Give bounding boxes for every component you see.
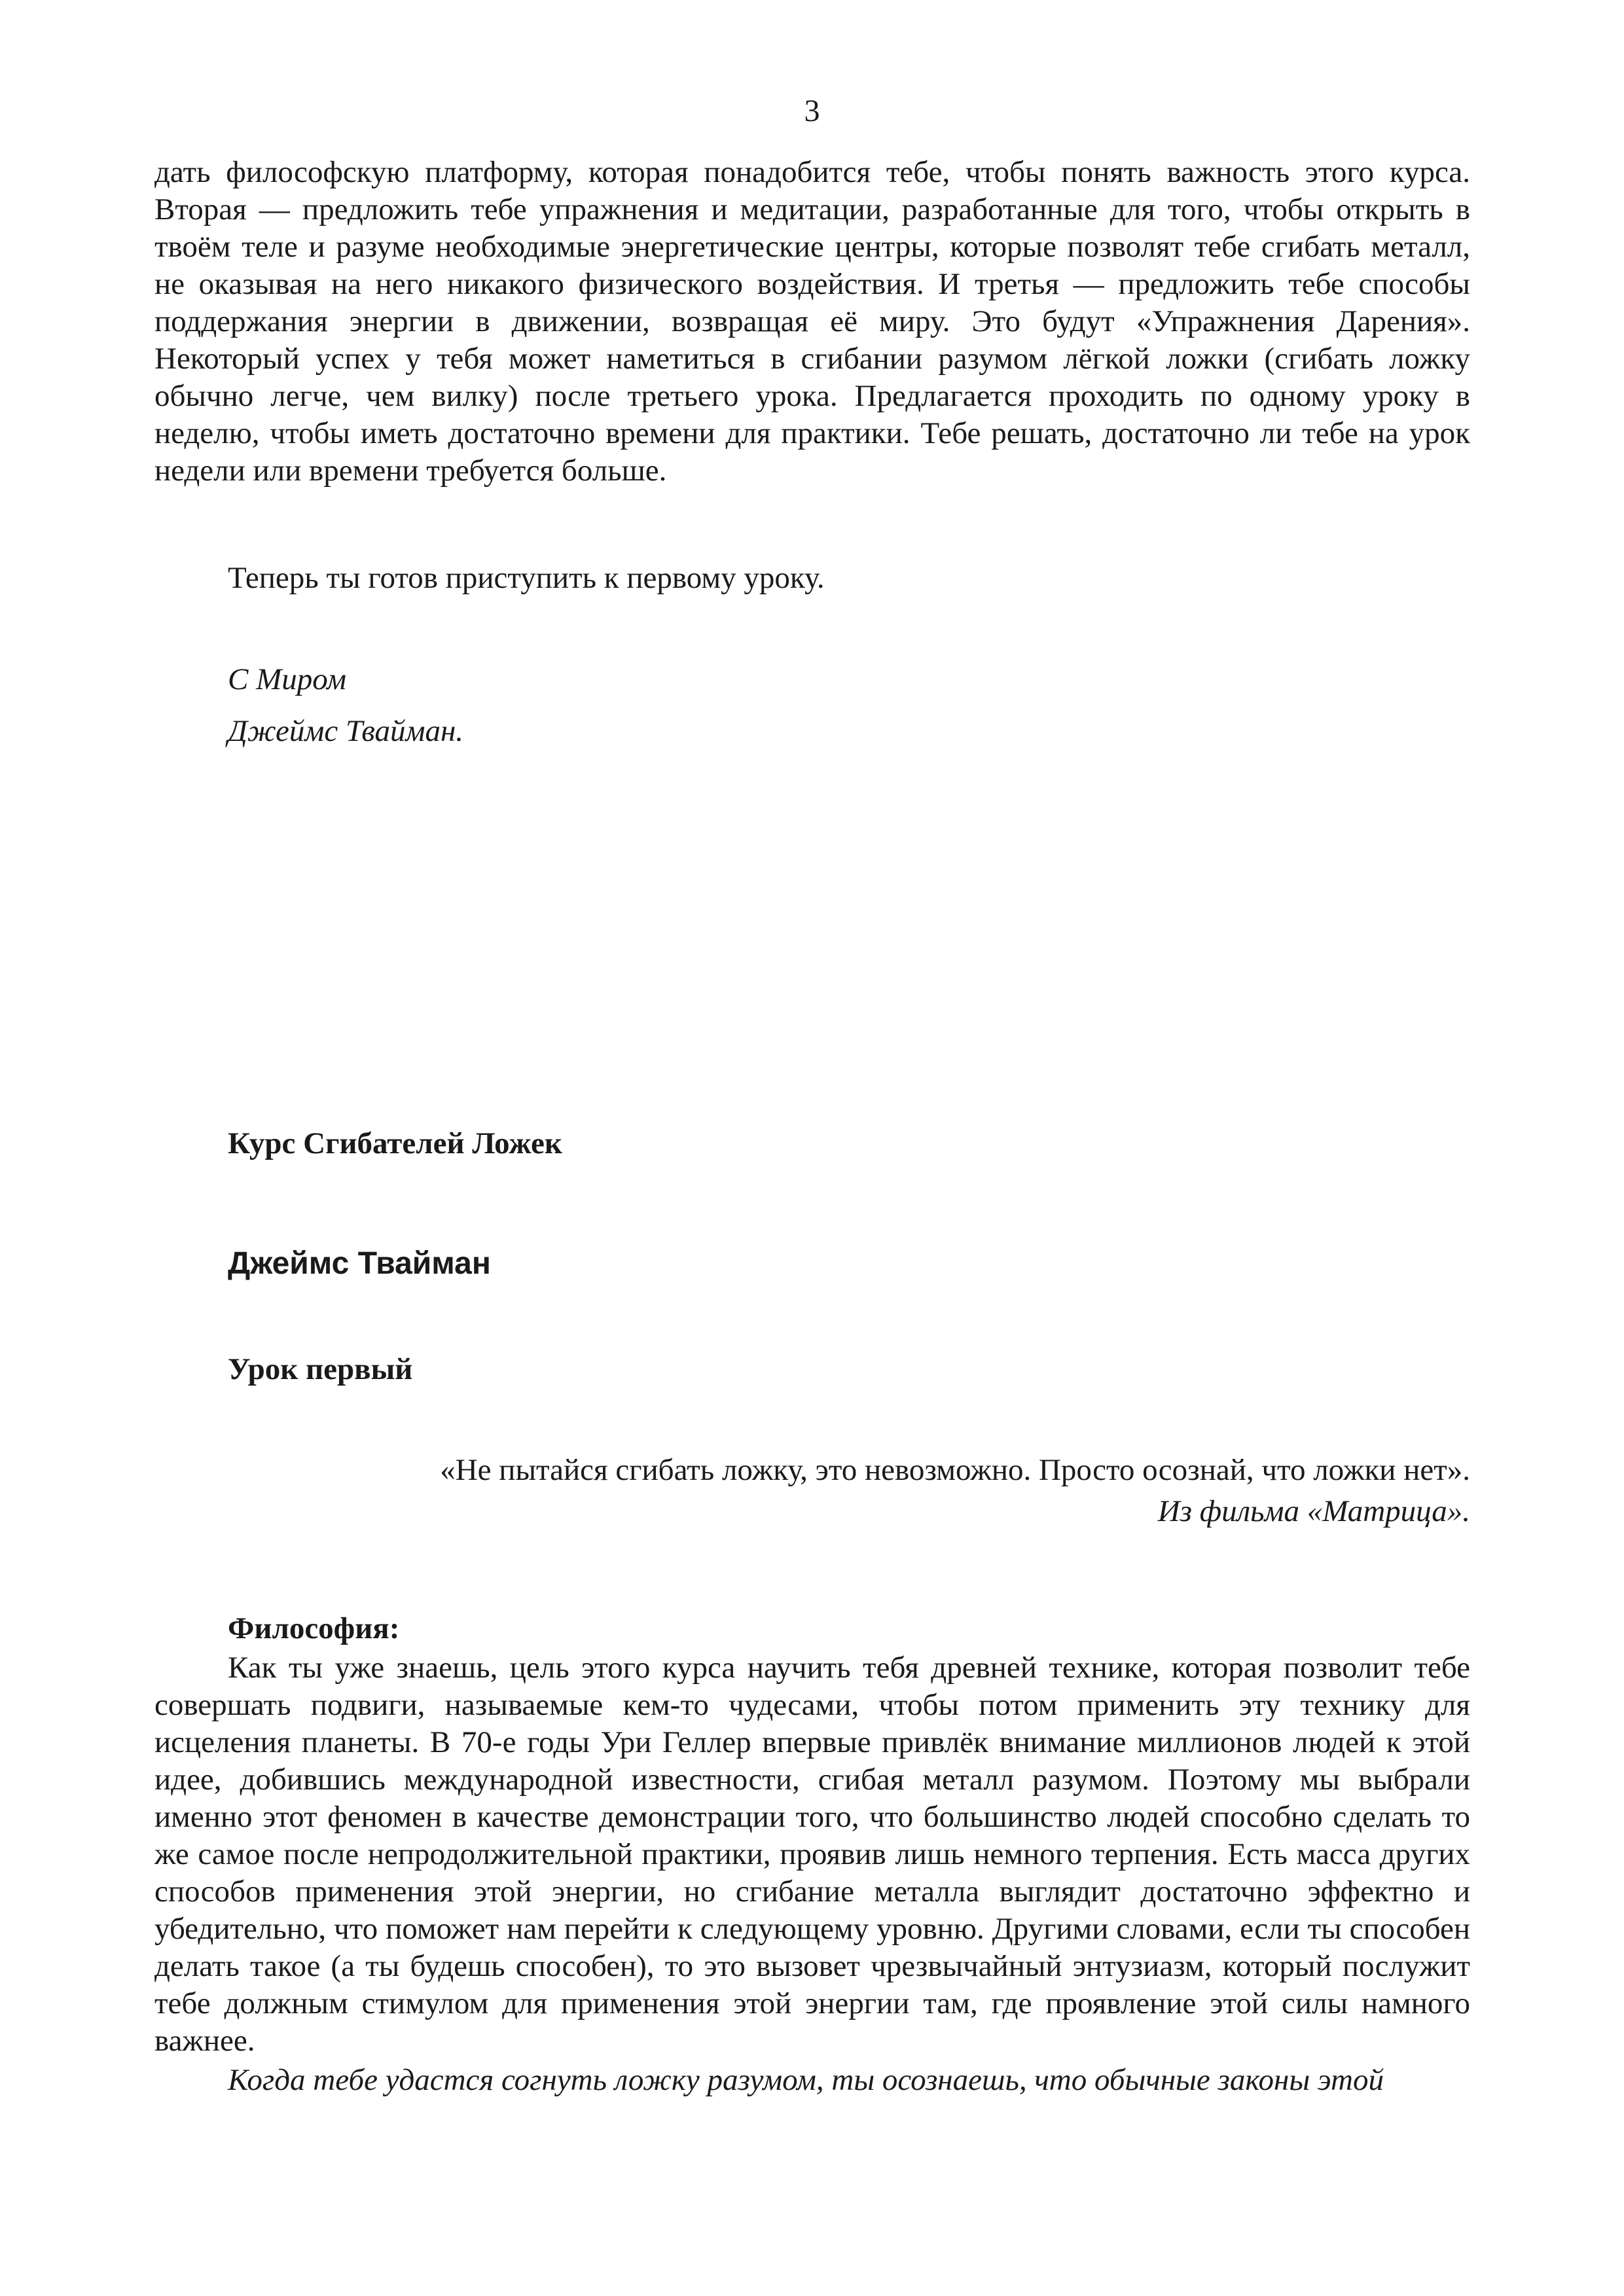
intro-paragraph: дать философскую платформу, которая понадобится тебе, чтобы понять важность этого курса. Вторая — предложить тебе упражнения и медитации, разработанные для того, чтобы открыть в твоём теле и разуме необходимые энергетические центры, которые позволят тебе сгибать металл, не оказывая на него никакого физического воздействия. И третья — предложить тебе способы поддержания энергии в движении, возвращая её миру. Это будут «Упражнения Дарения». Некоторый успех у тебя может наметиться в сгибании разумом лёгкой ложки (сгибать ложку обычно легче, чем вилку) после третьего урока. Предлагается проходить по одному уроку в неделю, чтобы иметь достаточно времени для практики. Тебе решать, достаточно ли тебе на урок недели или времени требуется больше. bbox=[154, 155, 1470, 488]
signature-author: Джеймс Твайман. bbox=[228, 714, 464, 748]
page-number: 3 bbox=[804, 94, 820, 128]
intro-section bbox=[154, 154, 1470, 490]
signature-closing: С Миром bbox=[228, 662, 346, 696]
course-author: Джеймс Твайман bbox=[228, 1246, 491, 1281]
course-author-wrap bbox=[154, 1245, 1470, 1282]
signature-block bbox=[154, 661, 1470, 750]
ready-line-wrap bbox=[154, 560, 1470, 597]
epigraph-source: Из фильма «Матрица». bbox=[1157, 1494, 1470, 1528]
philosophy-heading: Философия: bbox=[228, 1611, 400, 1645]
philosophy-paragraph: Как ты уже знаешь, цель этого курса научить тебя древней технике, которая позволит тебе совершать подвиги, называемые кем-то чудесами, чтобы потом применить эту технику для исцеления планеты. В 70-е годы Ури Геллер впервые привлёк внимание миллионов людей к этой идее, добившись международной известности, сгибая металл разумом. Поэтому мы выбрали именно этот феномен в качестве демонстрации того, что большинство людей способно сделать то же самое после непродолжительной практики, проявив лишь немного терпения. Есть масса других способов применения этой энергии, но сгибание металла выглядит достаточно эффектно и убедительно, что поможет нам перейти к следующему уровню. Другими словами, если ты способен делать такое (а ты будешь способен), то это вызовет чрезвычайный энтузиазм, который послужит тебе должным стимулом для применения этой энергии там, где проявление этой силы намного важнее. bbox=[154, 1651, 1470, 2058]
philosophy-section bbox=[154, 1610, 1470, 2099]
epigraph bbox=[154, 1452, 1470, 1530]
lesson-title-wrap bbox=[154, 1351, 1470, 1388]
course-title-wrap bbox=[154, 1125, 1470, 1162]
epigraph-quote: «Не пытайся сгибать ложку, это невозможно. Просто осознай, что ложки нет». bbox=[440, 1453, 1470, 1487]
ready-line: Теперь ты готов приступить к первому уроку. bbox=[228, 561, 825, 595]
philosophy-closing-italic: Когда тебе удастся согнуть ложку разумом, ты осознаешь, что обычные законы этой bbox=[228, 2063, 1384, 2097]
course-title: Курс Сгибателей Ложек bbox=[228, 1126, 562, 1160]
lesson-title: Урок первый bbox=[228, 1352, 413, 1386]
